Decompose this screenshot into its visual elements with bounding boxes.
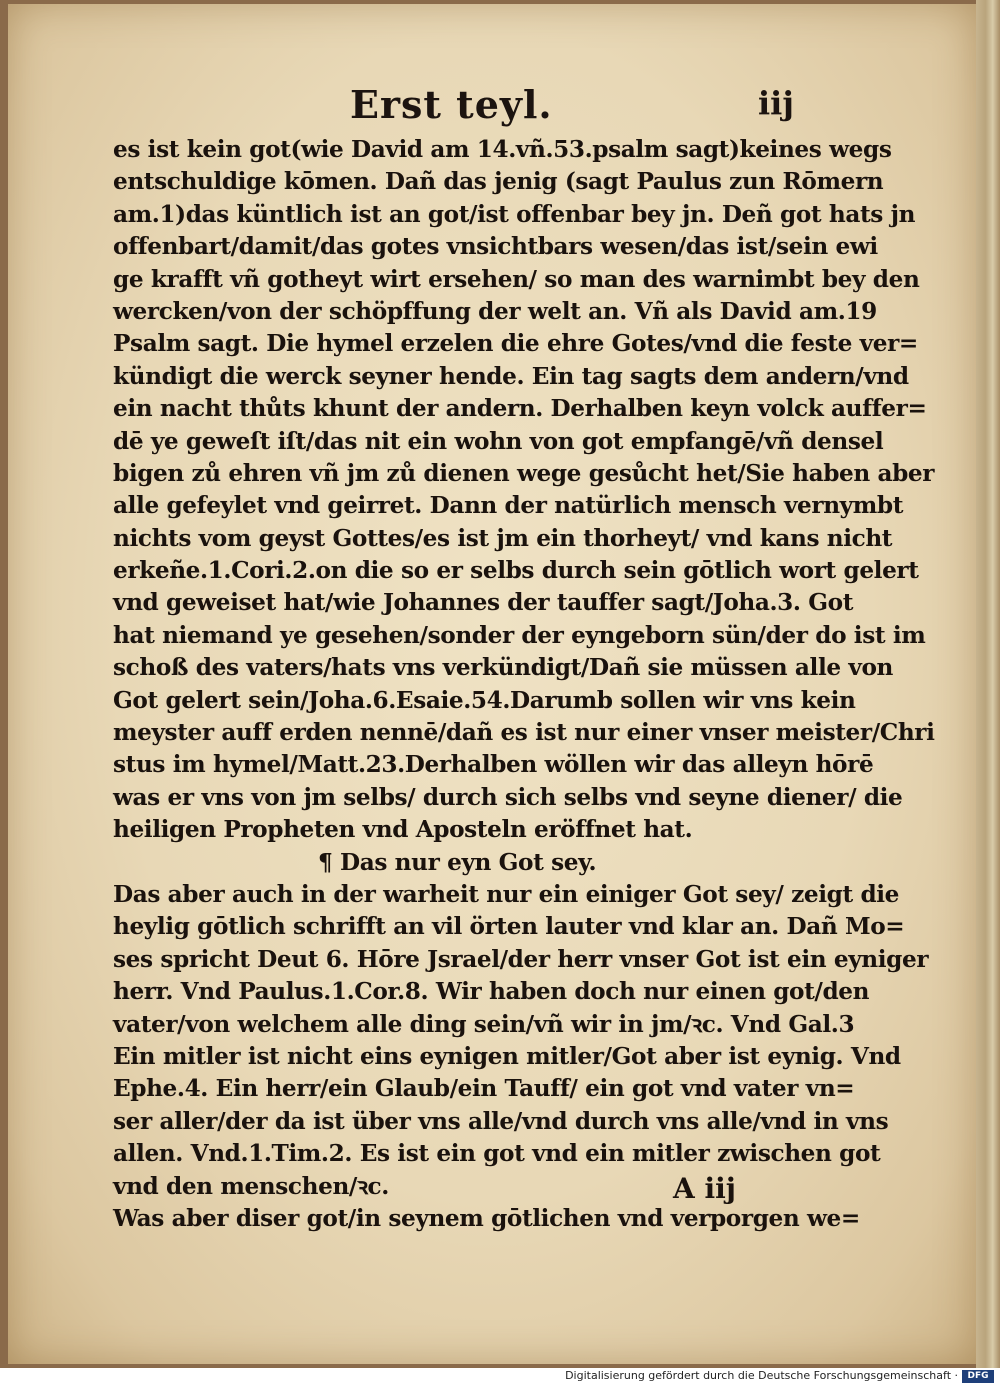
dfg-logo-icon: DFG (962, 1370, 994, 1383)
section-line: ser aller/der da ist über vns alle/vnd durch vns alle/vnd in vns (113, 1107, 889, 1135)
section-line: Das aber auch in der warheit nur ein einiger Got sey/ zeigt die (113, 880, 900, 908)
section-line: ses spricht Deut 6. Hōre Jsrael/der herr vnser Got ist ein eyniger (113, 945, 929, 973)
body-line: vnd geweiset hat/wie Johannes der tauffer sagt/Joha.3. Got (113, 589, 854, 617)
body-line: am.1)das küntlich ist an got/ist offenbar bey jn. Deñ got hats jn (113, 200, 916, 228)
section-line: heylig gōtlich schrifft an vil örten lauter vnd klar an. Dañ Mo= (113, 913, 905, 941)
body-line: Got gelert sein/Joha.6.Esaie.54.Darumb sollen wir vns kein (113, 686, 856, 714)
text-block (113, 134, 935, 1235)
signature-mark: A iij (673, 1172, 736, 1205)
funding-credit: Digitalisierung gefördert durch die Deutsche Forschungsgemeinschaft · (565, 1369, 958, 1382)
body-line: nichts vom geyst Gottes/es ist jm ein thorheyt/ vnd kans nicht (113, 524, 893, 552)
body-line: entschuldige kōmen. Dañ das jenig (sagt Paulus zun Rōmern (113, 168, 884, 196)
body-line: ge krafft vñ gotheyt wirt ersehen/ so man des warnimbt bey den (113, 265, 920, 293)
section-line: Ein mitler ist nicht eins eynigen mitler/Got aber ist eynig. Vnd (113, 1042, 901, 1070)
body-line: erkeñe.1.Cori.2.on die so er selbs durch sein gōtlich wort gelert (113, 557, 919, 585)
body-line: offenbart/damit/das gotes vnsichtbars wesen/das ist/sein ewi (113, 233, 878, 261)
body-line: heiligen Propheten vnd Aposteln eröffnet hat. (113, 816, 693, 844)
section-line: vater/von welchem alle ding sein/vñ wir in jm/ꝛc. Vnd Gal.3 (113, 1010, 855, 1038)
section-line: herr. Vnd Paulus.1.Cor.8. Wir haben doch nur einen got/den (113, 978, 870, 1006)
body-line: Psalm sagt. Die hymel erzelen die ehre Gotes/vnd die feste ver= (113, 330, 918, 358)
body-line: bigen zů ehren vñ jm zů dienen wege gesůcht het/Sie haben aber (113, 459, 935, 487)
body-line: dē ye geweſt iſt/das nit ein wohn von got empfangē/vñ densel (113, 427, 884, 455)
section-line: Was aber diser got/in seynem gōtlichen vnd verporgen we= (113, 1204, 860, 1232)
body-line: stus im hymel/Matt.23.Derhalben wöllen wir das alleyn hōrē (113, 751, 874, 779)
page-edge (976, 0, 1000, 1368)
section-heading: ¶ Das nur eyn Got sey. (318, 848, 597, 876)
body-line: meyster auff erden nennē/dañ es ist nur einer vnser meister/Chri (113, 719, 935, 747)
running-head: Erst teyl. (350, 82, 553, 127)
body-line: schoß des vaters/hats vns verkündigt/Dañ sie müssen alle von (113, 654, 893, 682)
body-line: es ist kein got(wie David am 14.vñ.53.psalm sagt)keines wegs (113, 136, 892, 163)
body-line: was er vns von jm selbs/ durch sich selbs vnd seyne diener/ die (113, 783, 903, 811)
body-line: wercken/von der schöpffung der welt an. Vñ als David am.19 (113, 297, 877, 325)
body-line: alle gefeylet vnd geirret. Dann der natürlich mensch vernymbt (113, 492, 904, 520)
body-line: ein nacht thůts khunt der andern. Derhalben keyn volck auffer= (113, 395, 927, 423)
digitization-footer (0, 1368, 1000, 1386)
section-line: allen. Vnd.1.Tim.2. Es ist ein got vnd ein mitler zwischen got (113, 1140, 881, 1168)
folio-number: iij (758, 84, 794, 122)
page-header (8, 82, 976, 128)
body-line: kündigt die werck seyner hende. Ein tag sagts dem andern/vnd (113, 362, 909, 390)
section-line: Ephe.4. Ein herr/ein Glaub/ein Tauff/ ein got vnd vater vn= (113, 1075, 855, 1103)
section-line: vnd den menschen/ꝛc. (113, 1172, 389, 1200)
book-page (8, 4, 976, 1364)
body-line: hat niemand ye gesehen/sonder der eyngeborn sün/der do ist im (113, 621, 926, 649)
